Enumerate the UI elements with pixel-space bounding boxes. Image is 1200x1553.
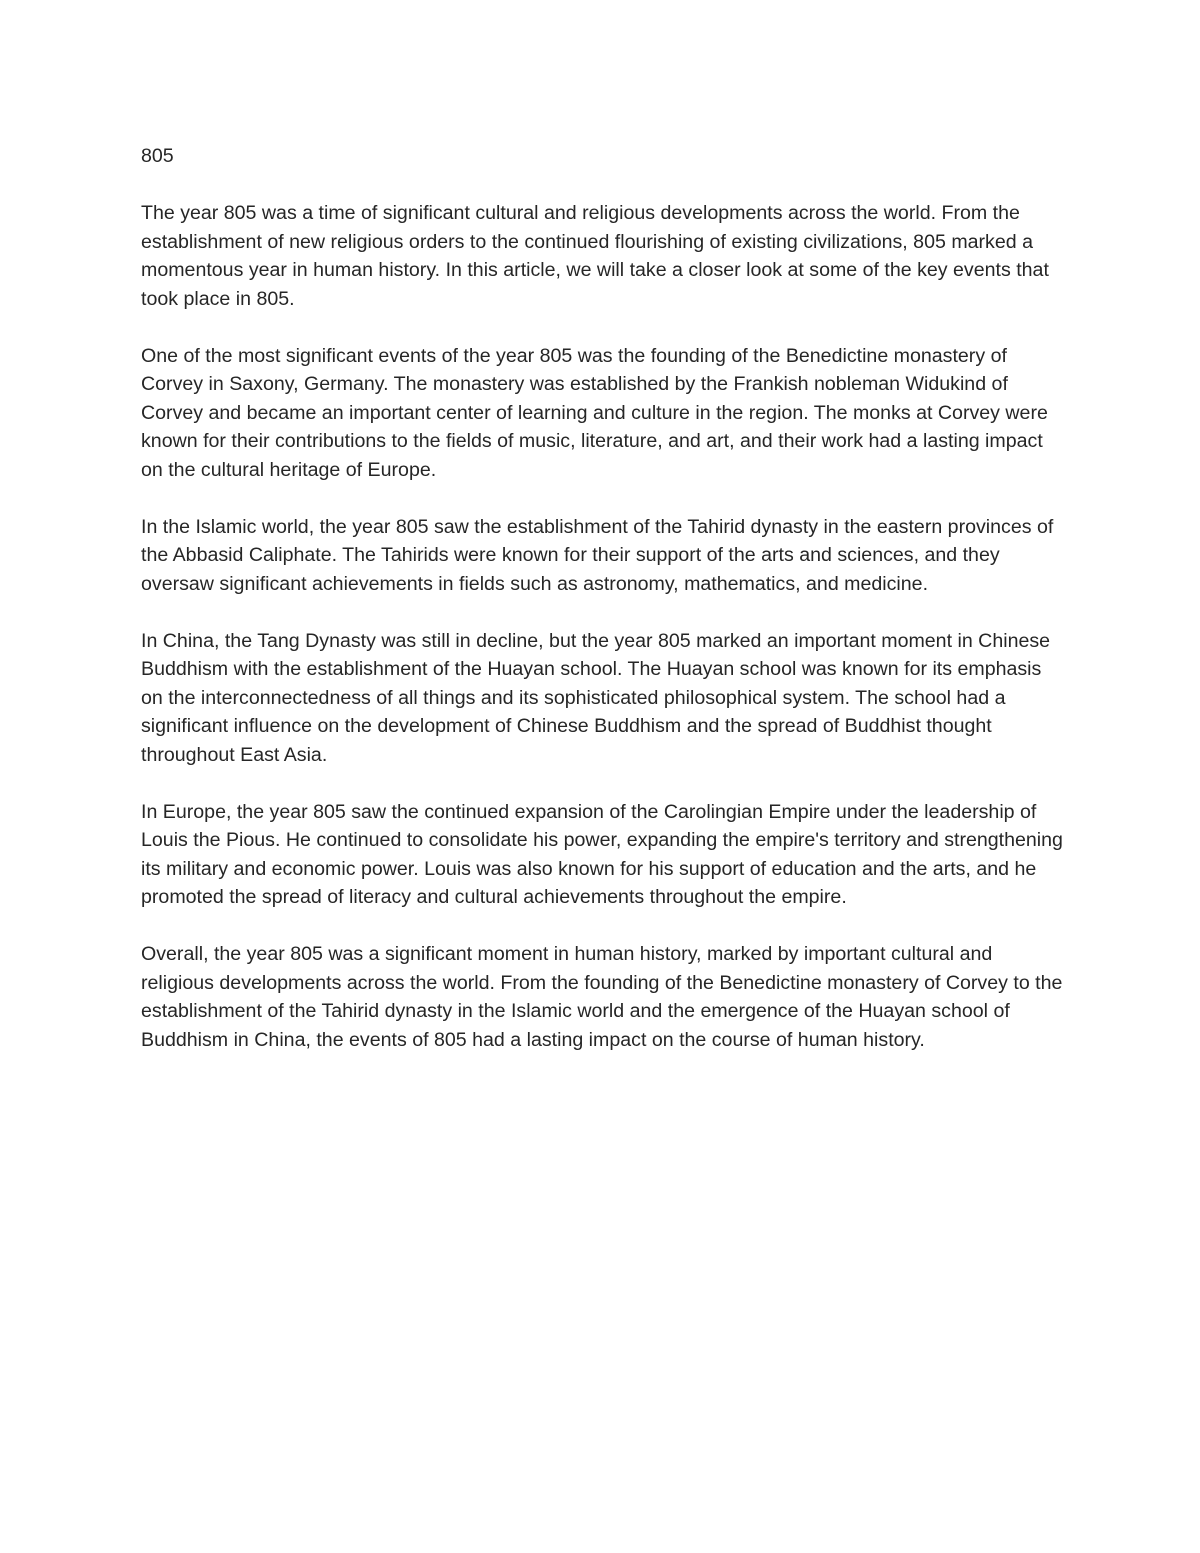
paragraph-islamic-world: In the Islamic world, the year 805 saw the establishment of the Tahirid dynasty in the eastern provinces of the Abbasid Caliphate. The Tahirids were known for their support of the arts and sciences, and they oversaw significant achievements in fields such as astronomy, mathematics, and medicine. bbox=[141, 515, 1054, 595]
paragraph-conclusion: Overall, the year 805 was a significant moment in human history, marked by important cultural and religious developments across the world. From the founding of the Benedictine monastery of Corvey to the establishment of the Tahirid dynasty in the Islamic world and the emergence of the Huayan school of Buddhism in China, the events of 805 had a lasting impact on the course of human history. bbox=[141, 943, 1063, 1051]
paragraph-china: In China, the Tang Dynasty was still in decline, but the year 805 marked an important moment in Chinese Buddhism with the establishment of the Huayan school. The Huayan school was known for its emphasis on the interconnectedness of all things and its sophisticated philosophical system. The school had a significant influence on the development of Chinese Buddhism and the spread of Buddhist thought throughout East Asia. bbox=[141, 629, 1051, 766]
paragraph-intro: The year 805 was a time of significant cultural and religious developments across the world. From the establishment of new religious orders to the continued flourishing of existing civilizations, 805 marked a momentous year in human history. In this article, we will take a closer look at some of the key events that took place in 805. bbox=[141, 202, 1049, 310]
paragraph-corvey: One of the most significant events of the year 805 was the founding of the Benedictine monastery of Corvey in Saxony, Germany. The monastery was established by the Frankish nobleman Widukind of Corvey and became an important center of learning and culture in the region. The monks at Corvey were known for their contributions to the fields of music, literature, and art, and their work had a lasting impact on the cultural heritage of Europe. bbox=[141, 344, 1048, 481]
paragraph-europe: In Europe, the year 805 saw the continued expansion of the Carolingian Empire under the leadership of Louis the Pious. He continued to consolidate his power, expanding the empire's territory and strengthening its military and economic power. Louis was also known for his support of education and the arts, and he promoted the spread of literacy and cultural achievements throughout the empire. bbox=[141, 800, 1063, 908]
document-title: 805 bbox=[141, 145, 174, 167]
document-body bbox=[141, 142, 1066, 1083]
